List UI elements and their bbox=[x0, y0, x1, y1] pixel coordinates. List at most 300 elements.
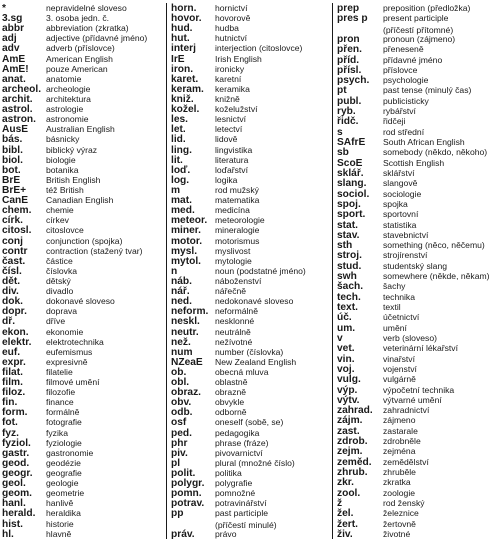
abbreviation-entry bbox=[2, 428, 164, 438]
meaning-line: divadlo bbox=[46, 286, 74, 297]
abbreviation-entry bbox=[2, 175, 164, 185]
meaning-line: phrase (fráze) bbox=[215, 437, 269, 448]
meaning-line: keramika bbox=[215, 83, 250, 94]
meaning-line: karetní bbox=[215, 73, 242, 84]
abbreviation-term: přísl. bbox=[337, 64, 362, 76]
abbreviation-term: bás. bbox=[2, 134, 23, 146]
abbreviation-term: karet. bbox=[171, 73, 199, 85]
meaning-line: contraction (stažený tvar) bbox=[46, 245, 143, 256]
abbreviation-term: stroj. bbox=[337, 250, 362, 262]
abbreviation-term: citosl. bbox=[2, 225, 32, 237]
meaning-line: neutrálně bbox=[215, 326, 251, 337]
abbreviation-entry bbox=[2, 478, 164, 488]
abbreviation-term: les. bbox=[171, 114, 188, 126]
abbreviation-term: med. bbox=[171, 205, 195, 217]
abbreviation-entry bbox=[171, 185, 333, 195]
abbreviation-term: lit. bbox=[171, 154, 183, 166]
abbreviation-entry bbox=[2, 417, 164, 427]
abbreviation-term: sport. bbox=[337, 209, 366, 221]
abbreviation-entry bbox=[337, 374, 500, 384]
abbreviation-entry bbox=[171, 54, 333, 64]
abbreviation-entry bbox=[171, 478, 333, 488]
abbreviation-entry bbox=[337, 220, 500, 230]
abbreviation-entry bbox=[171, 205, 333, 215]
abbreviation-entry bbox=[2, 327, 164, 337]
abbreviation-entry bbox=[337, 333, 500, 343]
abbreviation-entry bbox=[337, 55, 500, 65]
meaning-line: sklářství bbox=[383, 167, 415, 178]
abbreviation-entry bbox=[2, 246, 164, 256]
meaning-line: conjunction (spojka) bbox=[46, 235, 123, 246]
abbreviation-entry bbox=[171, 84, 333, 94]
meaning-line: meteorologie bbox=[215, 215, 265, 226]
abbreviation-term: prep bbox=[337, 3, 360, 14]
meaning-line: citoslovce bbox=[46, 225, 84, 236]
meaning-line: loďařství bbox=[215, 164, 248, 175]
abbreviation-entry bbox=[2, 236, 164, 246]
abbreviation-term: zhrub. bbox=[337, 467, 368, 479]
meaning-line: doprava bbox=[46, 306, 78, 317]
abbreviation-term: num bbox=[171, 346, 193, 358]
abbreviation-term: ekon. bbox=[2, 326, 29, 338]
abbreviation-term: abbr bbox=[2, 23, 25, 35]
abbreviation-term: výtv. bbox=[337, 394, 360, 406]
abbreviation-term: AmE bbox=[2, 53, 26, 65]
abbreviation-entry bbox=[2, 498, 164, 508]
abbreviation-entry bbox=[2, 205, 164, 215]
abbreviation-term: obl. bbox=[171, 377, 190, 389]
abbreviation-term: výp. bbox=[337, 384, 358, 396]
abbreviation-entry bbox=[2, 64, 164, 74]
abbreviation-term: slang. bbox=[337, 178, 367, 190]
meaning-line: hudba bbox=[215, 23, 239, 34]
abbreviation-entry bbox=[171, 43, 333, 53]
meaning-line: pouze American bbox=[46, 63, 108, 74]
abbreviation-entry bbox=[337, 271, 500, 281]
abbreviation-term: astrol. bbox=[2, 104, 33, 116]
meaning-line: dříve bbox=[46, 316, 66, 327]
meaning-line: geometrie bbox=[46, 488, 85, 499]
abbreviation-entry bbox=[337, 13, 500, 34]
abbreviation-term: miner. bbox=[171, 225, 202, 237]
meaning-line: zoologie bbox=[383, 487, 416, 498]
meaning-line: knižně bbox=[215, 93, 240, 104]
abbreviation-entry bbox=[337, 415, 500, 425]
abbreviation-term: AusE bbox=[2, 124, 29, 136]
abbreviation-entry bbox=[171, 195, 333, 205]
abbreviation-term: vet. bbox=[337, 343, 355, 355]
abbreviation-term: stat. bbox=[337, 219, 358, 231]
abbreviation-term: form. bbox=[2, 407, 28, 419]
abbreviation-term: voj. bbox=[337, 363, 355, 375]
abbreviation-entry bbox=[2, 508, 164, 518]
abbreviation-entry bbox=[2, 347, 164, 357]
abbreviation-entry bbox=[171, 347, 333, 357]
meaning-line: nedokonavé sloveso bbox=[215, 296, 294, 307]
meaning-line: zdrobněle bbox=[383, 436, 421, 447]
abbreviation-term: sklář. bbox=[337, 167, 364, 179]
meaning-line: noun (podstatné jméno) bbox=[215, 265, 306, 276]
abbreviation-term: astron. bbox=[2, 114, 36, 126]
meaning-line: hanlivě bbox=[46, 498, 74, 509]
abbreviation-entry bbox=[337, 261, 500, 271]
meaning-line: logika bbox=[215, 174, 238, 185]
abbreviation-entry bbox=[171, 377, 333, 387]
abbreviation-entry bbox=[171, 225, 333, 235]
abbreviation-term: vulg. bbox=[337, 374, 361, 386]
abbreviation-entry bbox=[2, 337, 164, 347]
meaning-line: technika bbox=[383, 291, 416, 302]
abbreviation-entry bbox=[171, 357, 333, 367]
meaning-line: příslovce bbox=[383, 64, 418, 75]
abbreviation-term: geogr. bbox=[2, 468, 33, 480]
meaning-line: finance bbox=[46, 397, 74, 408]
meaning-line: biologie bbox=[46, 154, 76, 165]
abbreviation-entry bbox=[171, 124, 333, 134]
abbreviation-entry bbox=[171, 104, 333, 114]
abbreviation-entry bbox=[171, 367, 333, 377]
abbreviation-entry bbox=[171, 3, 333, 13]
meaning-line: potravinářství bbox=[215, 498, 267, 509]
abbreviation-entry bbox=[337, 85, 500, 95]
abbreviation-entry bbox=[337, 354, 500, 364]
abbreviation-entry bbox=[337, 477, 500, 487]
abbreviation-term: dř. bbox=[2, 316, 16, 328]
abbreviation-term: adv bbox=[2, 43, 20, 55]
abbreviation-term: euf. bbox=[2, 346, 21, 358]
abbreviation-entry bbox=[337, 209, 500, 219]
abbreviation-term: loď. bbox=[171, 164, 191, 176]
abbreviation-term: AmE! bbox=[2, 63, 29, 75]
abbreviation-term: text. bbox=[337, 302, 358, 314]
meaning-line: somebody (někdo, někoho) bbox=[383, 147, 488, 158]
meaning-line: anatomie bbox=[46, 73, 82, 84]
abbreviation-term: gastr. bbox=[2, 447, 30, 459]
abbreviation-entry bbox=[2, 3, 164, 13]
abbreviation-entry bbox=[337, 467, 500, 477]
meaning-line: verb (sloveso) bbox=[383, 332, 437, 343]
abbreviation-entry bbox=[171, 306, 333, 316]
abbreviation-term: kniž. bbox=[171, 93, 194, 105]
abbreviation-entry bbox=[337, 137, 500, 147]
meaning-line: náboženství bbox=[215, 275, 262, 286]
meaning-line: fyziologie bbox=[46, 437, 82, 448]
abbreviation-entry bbox=[2, 407, 164, 417]
abbreviation-term: spoj. bbox=[337, 198, 361, 210]
abbreviation-term: BrE+ bbox=[2, 184, 27, 196]
abbreviation-term: pt bbox=[337, 85, 347, 97]
meaning-line: adjective (přídavné jméno) bbox=[46, 33, 148, 44]
abbreviation-entry bbox=[171, 387, 333, 397]
meaning-line: přídavné jméno bbox=[383, 54, 443, 65]
meaning-line: British English bbox=[46, 174, 101, 185]
abbreviation-term: adj bbox=[2, 33, 17, 45]
meaning-line: elektrotechnika bbox=[46, 336, 104, 347]
abbreviation-entry bbox=[171, 529, 333, 539]
abbreviation-entry bbox=[171, 266, 333, 276]
meaning-line: something (něco, něčemu) bbox=[383, 240, 485, 251]
abbreviation-entry bbox=[171, 286, 333, 296]
meaning-line: past tense (minulý čas) bbox=[383, 85, 472, 96]
abbreviation-entry bbox=[337, 519, 500, 529]
abbreviation-entry bbox=[337, 116, 500, 126]
abbreviation-term: zast. bbox=[337, 425, 360, 437]
meaning-line: též British bbox=[46, 184, 84, 195]
meaning-line: present participle bbox=[383, 13, 449, 24]
abbreviation-term: ped. bbox=[171, 427, 192, 439]
meaning-line: medicína bbox=[215, 205, 250, 216]
abbreviation-term: přen. bbox=[337, 44, 362, 56]
meaning-line: hlavně bbox=[46, 528, 72, 539]
meaning-line: umění bbox=[383, 322, 407, 333]
abbreviation-term: lid. bbox=[171, 134, 186, 146]
meaning-line: interjection (citoslovce) bbox=[215, 43, 303, 54]
meaning-line: biblický výraz bbox=[46, 144, 98, 155]
meaning-line: fyzika bbox=[46, 427, 68, 438]
meaning-line: sociologie bbox=[383, 188, 422, 199]
abbreviation-entry bbox=[2, 13, 164, 23]
meaning-line: filatelie bbox=[46, 366, 73, 377]
abbreviation-term: mysl. bbox=[171, 245, 198, 257]
meaning-line: výpočetní technika bbox=[383, 384, 455, 395]
abbreviation-entry bbox=[337, 168, 500, 178]
abbreviation-entry bbox=[337, 106, 500, 116]
meaning-line: zájmeno bbox=[383, 415, 416, 426]
abbreviation-entry bbox=[2, 155, 164, 165]
meaning-line: zastarale bbox=[383, 425, 418, 436]
abbreviation-entry bbox=[171, 296, 333, 306]
abbreviation-entry bbox=[2, 43, 164, 53]
abbreviation-entry bbox=[171, 145, 333, 155]
abbreviation-term: zool. bbox=[337, 487, 361, 499]
meaning-line: sportovní bbox=[383, 209, 419, 220]
abbreviation-entry bbox=[171, 428, 333, 438]
meaning-line: politika bbox=[215, 468, 242, 479]
abbreviation-entry bbox=[337, 405, 500, 415]
meaning-line: astronomie bbox=[46, 114, 89, 125]
abbreviation-entry bbox=[171, 407, 333, 417]
abbreviation-entry bbox=[171, 94, 333, 104]
abbreviation-entry bbox=[337, 457, 500, 467]
abbreviation-term: nář. bbox=[171, 286, 190, 298]
meaning-line: heraldika bbox=[46, 508, 81, 519]
abbreviation-term: hist. bbox=[2, 518, 23, 530]
meaning-line: hutnictví bbox=[215, 33, 248, 44]
abbreviation-term: motor. bbox=[171, 235, 203, 247]
meaning-line: somewhere (někde, někam) bbox=[383, 271, 490, 282]
meaning-line: mineralogie bbox=[215, 225, 260, 236]
abbreviation-term: fyz. bbox=[2, 427, 19, 439]
abbreviation-term: meteor. bbox=[171, 215, 208, 227]
abbreviation-entry bbox=[337, 323, 500, 333]
abbreviation-entry bbox=[2, 458, 164, 468]
meaning-line: strojírenství bbox=[383, 250, 428, 261]
meaning-line: spojka bbox=[383, 198, 408, 209]
abbreviation-term: odb. bbox=[171, 407, 193, 419]
abbreviation-entry bbox=[337, 127, 500, 137]
meaning-line: psychologie bbox=[383, 75, 429, 86]
abbreviation-entry bbox=[171, 498, 333, 508]
abbreviation-entry bbox=[337, 250, 500, 260]
abbreviation-term: řidč. bbox=[337, 116, 359, 128]
abbreviation-term: mytol. bbox=[171, 255, 202, 267]
abbreviation-entry bbox=[171, 33, 333, 43]
meaning-line: nepravidelné sloveso bbox=[46, 3, 127, 13]
abbreviation-term: zeměd. bbox=[337, 456, 372, 468]
abbreviation-term: n bbox=[171, 265, 178, 277]
abbreviation-term: NZeaE bbox=[171, 356, 203, 368]
abbreviation-term: osf bbox=[171, 417, 187, 429]
abbreviation-term: archeol. bbox=[2, 83, 42, 95]
abbreviation-entry bbox=[337, 240, 500, 250]
meaning-line: obvykle bbox=[215, 397, 245, 408]
meaning-line: účetnictví bbox=[383, 312, 420, 323]
meaning-line: archeologie bbox=[46, 83, 91, 94]
abbreviation-term: um. bbox=[337, 322, 356, 334]
meaning-line: právo bbox=[215, 528, 237, 539]
abbreviation-entry bbox=[337, 230, 500, 240]
meaning-line: rod mužský bbox=[215, 184, 259, 195]
abbreviation-entry bbox=[171, 155, 333, 165]
abbreviation-entry bbox=[2, 529, 164, 539]
abbreviation-term: keram. bbox=[171, 83, 204, 95]
abbreviation-entry bbox=[171, 397, 333, 407]
meaning-line: abbreviation (zkratka) bbox=[46, 23, 129, 34]
abbreviation-entry bbox=[337, 364, 500, 374]
abbreviation-entry bbox=[2, 397, 164, 407]
abbreviation-term: 3.sg bbox=[2, 13, 23, 25]
meaning-line: zemědělství bbox=[383, 456, 429, 467]
abbreviation-term: hud. bbox=[171, 23, 193, 35]
abbreviation-term: bot. bbox=[2, 164, 21, 176]
abbreviation-entry bbox=[171, 114, 333, 124]
abbreviation-entry bbox=[2, 225, 164, 235]
abbreviation-entry bbox=[171, 458, 333, 468]
abbreviation-entry bbox=[337, 312, 500, 322]
abbreviation-term: geod. bbox=[2, 457, 30, 469]
abbreviation-entry bbox=[171, 236, 333, 246]
abbreviation-term: pl bbox=[171, 457, 181, 469]
abbreviation-term: obv. bbox=[171, 397, 192, 409]
meaning-line: slangově bbox=[383, 178, 418, 189]
abbreviation-term: anat. bbox=[2, 73, 26, 85]
meaning-line: filmové umění bbox=[46, 377, 100, 388]
meaning-line: adverb (příslovce) bbox=[46, 43, 115, 54]
abbreviation-entry bbox=[171, 165, 333, 175]
meaning-line: zejména bbox=[383, 446, 416, 457]
abbreviation-term: ScoE bbox=[337, 157, 363, 169]
abbreviation-entry bbox=[2, 215, 164, 225]
meaning-line: (příčestí minulé) bbox=[215, 519, 277, 530]
abbreviation-term: conj bbox=[2, 235, 23, 247]
abbreviation-entry bbox=[2, 185, 164, 195]
meaning-line: geologie bbox=[46, 478, 79, 489]
abbreviation-term: filoz. bbox=[2, 387, 26, 399]
abbreviation-entry bbox=[2, 438, 164, 448]
meaning-line: number (číslovka) bbox=[215, 346, 284, 357]
meaning-line: Irish English bbox=[215, 53, 262, 64]
meaning-line: formálně bbox=[46, 407, 80, 418]
meaning-line: šachy bbox=[383, 281, 406, 292]
meaning-line: stavebnictví bbox=[383, 229, 429, 240]
abbreviation-term: stud. bbox=[337, 260, 362, 272]
meaning-line: veterinární lékařství bbox=[383, 343, 458, 354]
meaning-line: pronoun (zájmeno) bbox=[383, 33, 456, 44]
meaning-line: výtvarné umění bbox=[383, 394, 442, 405]
abbreviation-entry bbox=[337, 158, 500, 168]
abbreviation-entry bbox=[171, 327, 333, 337]
meaning-line: literatura bbox=[215, 154, 249, 165]
meaning-line: ekonomie bbox=[46, 326, 84, 337]
meaning-line: motorismus bbox=[215, 235, 260, 246]
meaning-line: rod ženský bbox=[383, 497, 425, 508]
abbreviation-entry bbox=[2, 256, 164, 266]
abbreviation-term: horn. bbox=[171, 3, 197, 14]
abbreviation-entry bbox=[171, 488, 333, 498]
meaning-line: geografie bbox=[46, 468, 82, 479]
abbreviation-entry bbox=[337, 529, 500, 539]
abbreviation-term: čast. bbox=[2, 255, 26, 267]
abbreviation-term: neform. bbox=[171, 306, 209, 318]
abbreviation-entry bbox=[337, 446, 500, 456]
abbreviation-entry bbox=[171, 316, 333, 326]
meaning-line: pomnožné bbox=[215, 488, 256, 499]
abbreviation-term: dok. bbox=[2, 296, 23, 308]
abbreviation-term: dopr. bbox=[2, 306, 27, 318]
abbreviation-entry bbox=[337, 147, 500, 157]
abbreviation-column-3 bbox=[337, 3, 500, 539]
abbreviation-entry bbox=[337, 426, 500, 436]
abbreviation-term: vin. bbox=[337, 353, 355, 365]
abbreviation-term: CanE bbox=[2, 195, 29, 207]
abbreviation-term: log. bbox=[171, 174, 190, 186]
meaning-line: rod střední bbox=[383, 126, 425, 137]
meaning-line: pivovarnictví bbox=[215, 447, 263, 458]
abbreviation-term: fin. bbox=[2, 397, 18, 409]
abbreviation-term: kožel. bbox=[171, 104, 200, 116]
abbreviation-term: contr bbox=[2, 245, 28, 257]
abbreviation-entry bbox=[337, 178, 500, 188]
abbreviation-term: ž bbox=[337, 497, 343, 509]
abbreviation-entry bbox=[2, 357, 164, 367]
meaning-line: eufemismus bbox=[46, 346, 93, 357]
abbreviation-entry bbox=[337, 44, 500, 54]
abbreviation-term: živ. bbox=[337, 528, 353, 540]
abbreviation-entry bbox=[171, 74, 333, 84]
meaning-line: plural (množné číslo) bbox=[215, 457, 295, 468]
abbreviation-term: biol. bbox=[2, 154, 23, 166]
abbreviation-term: let. bbox=[171, 124, 186, 136]
abbreviation-entry bbox=[2, 124, 164, 134]
meaning-line: zhruběle bbox=[383, 467, 416, 478]
abbreviation-entry bbox=[2, 54, 164, 64]
abbreviation-entry bbox=[171, 438, 333, 448]
abbreviation-term: hovor. bbox=[171, 13, 202, 25]
abbreviation-term: žel. bbox=[337, 508, 354, 520]
meaning-line: filozofie bbox=[46, 387, 76, 398]
abbreviation-term: náb. bbox=[171, 275, 192, 287]
meaning-line: past participle bbox=[215, 508, 269, 519]
abbreviation-term: * bbox=[2, 3, 6, 14]
abbreviation-term: potrav. bbox=[171, 498, 205, 510]
meaning-line: textil bbox=[383, 302, 401, 313]
meaning-line: hovorově bbox=[215, 13, 251, 24]
abbreviation-term: úč. bbox=[337, 312, 352, 324]
abbreviation-entry bbox=[2, 276, 164, 286]
abbreviation-entry bbox=[2, 195, 164, 205]
abbreviation-entry bbox=[171, 13, 333, 23]
abbreviation-term: BrE bbox=[2, 174, 21, 186]
